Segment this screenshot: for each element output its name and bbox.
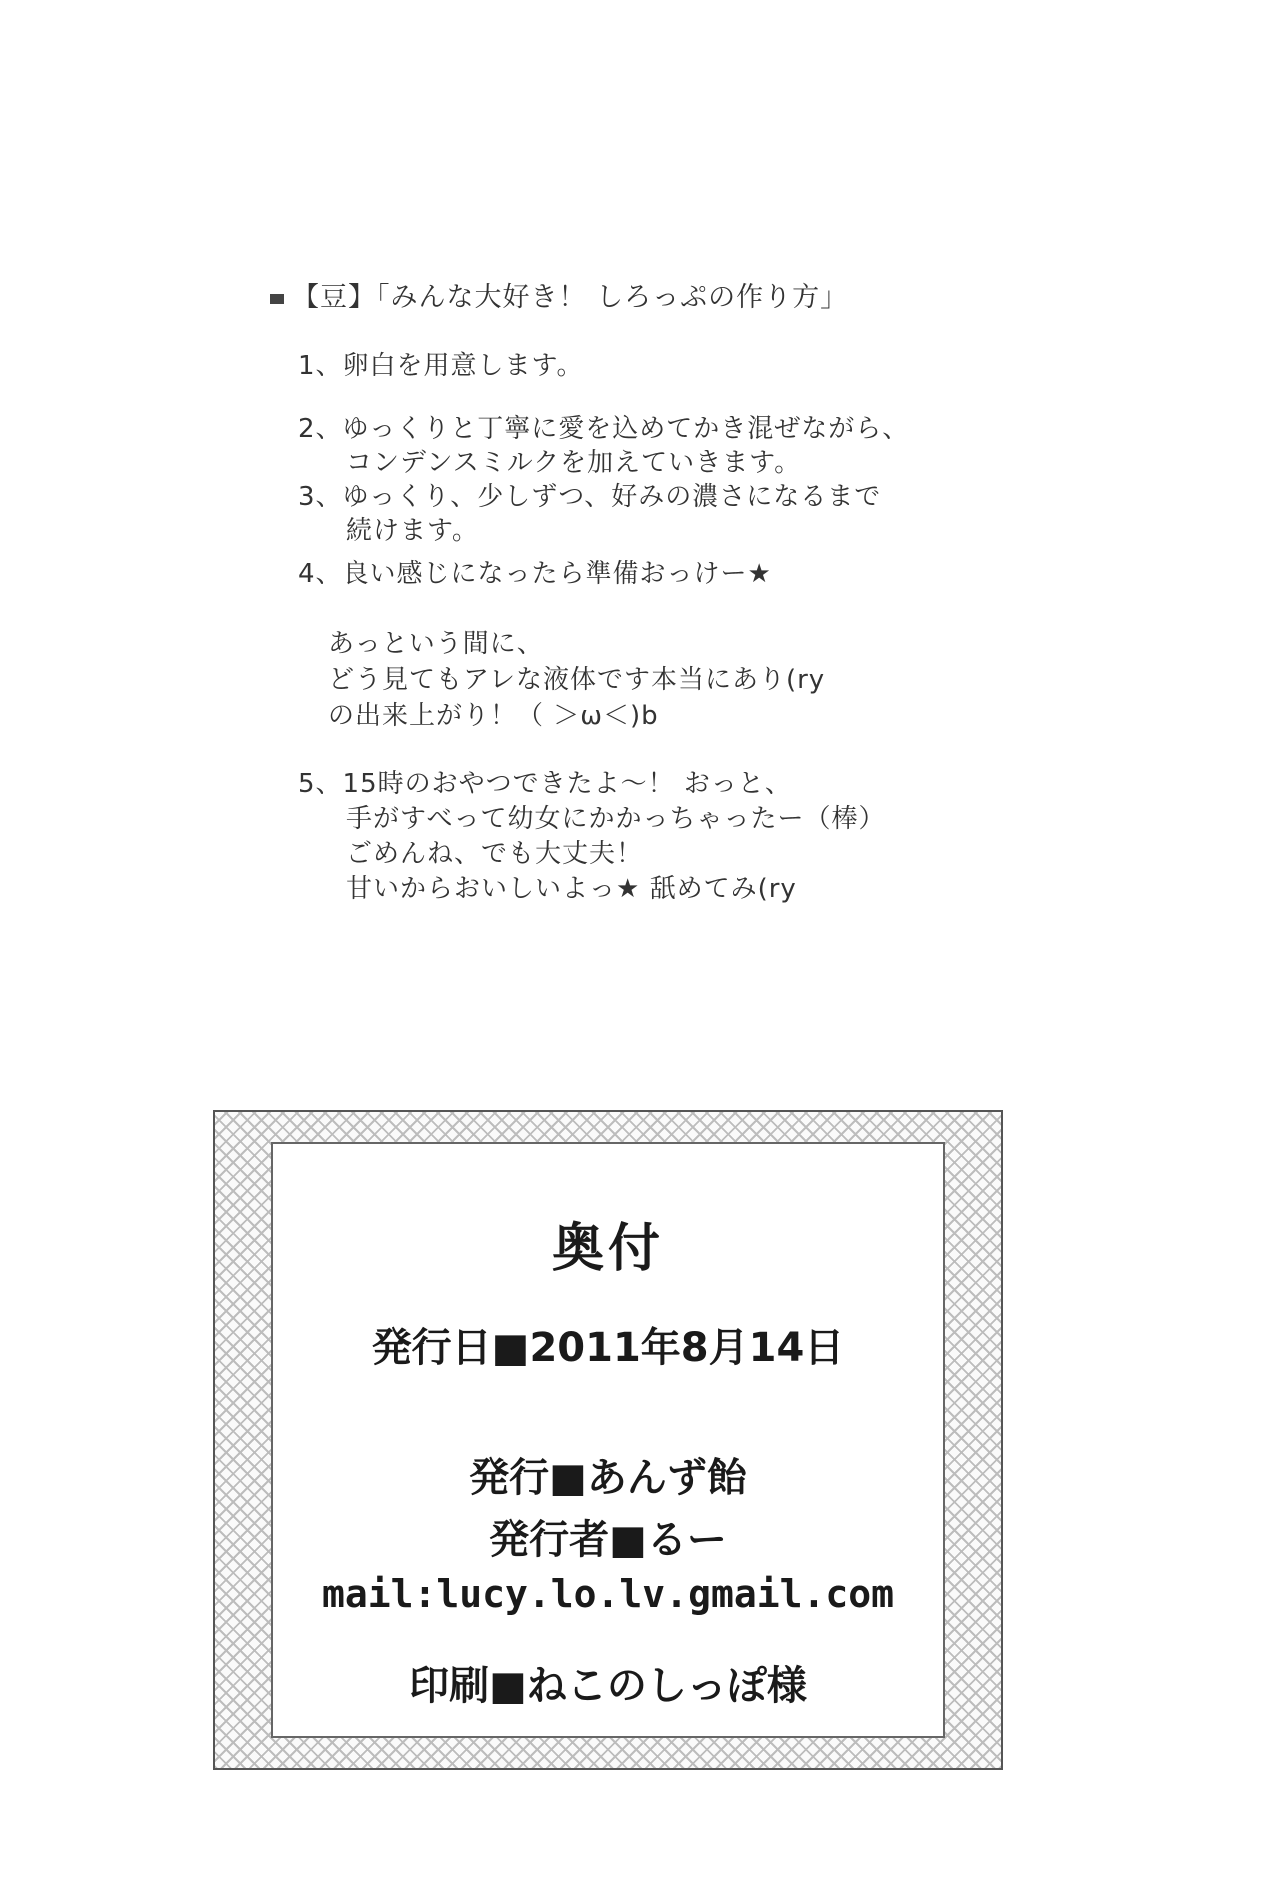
recipe-line: 2、ゆっくりと丁寧に愛を込めてかき混ぜながら、 <box>298 414 910 444</box>
recipe-line: コンデンスミルクを加えていきます。 <box>346 448 802 478</box>
recipe-line: 1、卵白を用意します。 <box>298 351 584 381</box>
recipe-heading <box>270 275 848 314</box>
recipe-line: あっという間に、 <box>328 629 544 659</box>
issue-date: 発行日■2011年8月14日 <box>371 1325 845 1371</box>
recipe-line: 4、良い感じになったら準備おっけー★ <box>298 559 772 589</box>
recipe-line: 手がすべって幼女にかかっちゃったー（棒） <box>346 804 886 834</box>
colophon-inner <box>271 1142 945 1738</box>
heading-bullet <box>270 294 284 304</box>
mail-address: mail:lucy.lo.lv.gmail.com <box>322 1572 894 1616</box>
recipe-line: 5、15時のおやつできたよ～！ おっと、 <box>298 769 792 799</box>
colophon-title: 奥付 <box>551 1219 664 1279</box>
recipe-line: 続けます。 <box>346 516 479 546</box>
recipe-line: どう見てもアレな液体です本当にあり(ry <box>328 665 826 695</box>
recipe-line: の出来上がり！（ ＞ω＜)b <box>328 701 659 731</box>
publisher: 発行■あんず飴 <box>469 1455 747 1501</box>
printer: 印刷■ねこのしっぽ様 <box>409 1663 807 1709</box>
recipe-line: 3、ゆっくり、少しずつ、好みの濃さになるまで <box>298 482 882 512</box>
recipe-line: 甘いからおいしいよっ★ 舐めてみ(ry <box>346 874 797 904</box>
author: 発行者■るー <box>489 1517 727 1563</box>
colophon-box <box>213 1110 1003 1770</box>
recipe-heading-text: 【豆】「みんな大好き！ しろっぷの作り方」 <box>292 282 849 313</box>
recipe-line: ごめんね、でも大丈夫！ <box>346 839 644 869</box>
